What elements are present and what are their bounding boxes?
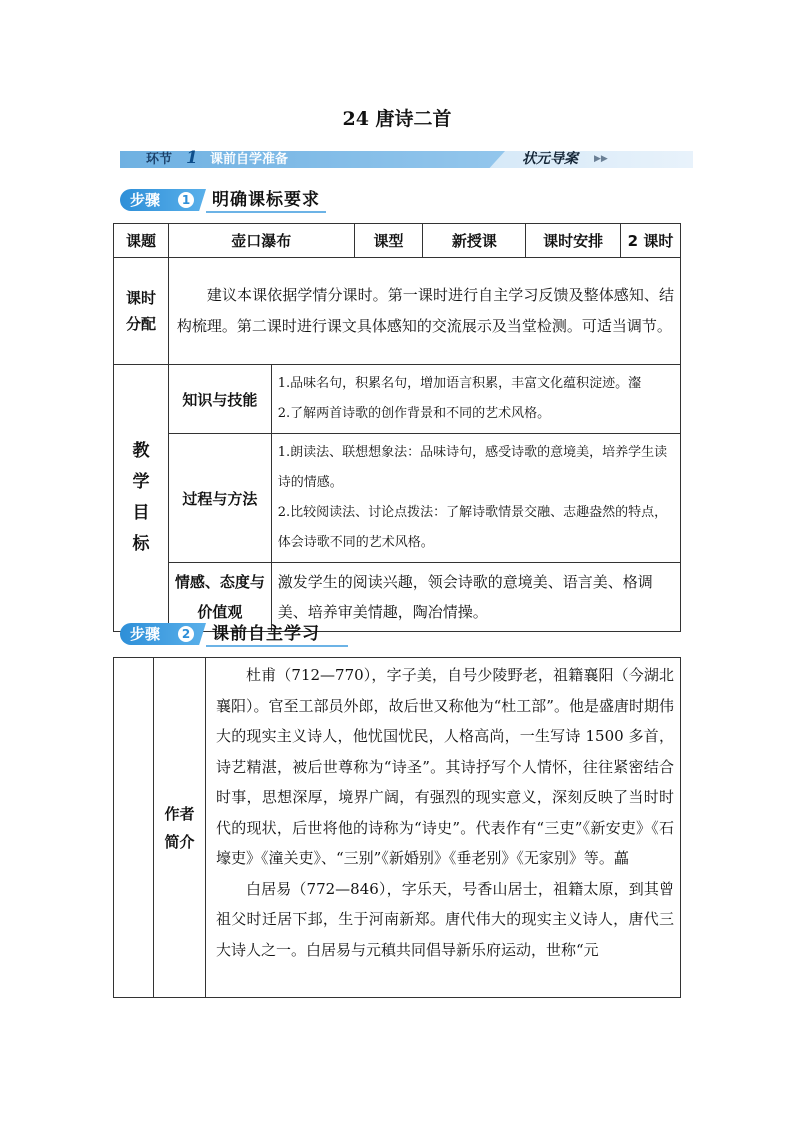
- step-label: 步骤: [130, 191, 161, 209]
- blank-cell: [114, 658, 154, 998]
- cell-type-value: 新授课: [423, 224, 526, 258]
- goals-label-char: 学: [132, 472, 150, 492]
- cell-type-label: 课型: [354, 224, 423, 258]
- banner-left-band: [120, 151, 505, 168]
- author-paragraph-dufu: 杜甫（712—770），字子美，自号少陵野老，祖籍襄阳（今湖北襄阳）。官至工部员外郎，故后世又称他为“杜工部”。他是盛唐时期伟大的现实主义诗人，他忧国忧民，人格高尚，一生写诗 1500 多首，诗艺精湛，被后世尊称为“诗圣”。其诗抒写个人情怀，往往紧密结合时事，思想深厚，境界广阔，有强烈的现实意义，深刻反映了当时时代的现状，后世将他的诗称为“诗史”。代表作有“三吏”《新安吏》《石壕吏》《潼关吏》、“三别”《新婚别》《垂老别》《无家别》等。藟: [216, 666, 674, 867]
- goals-label-char: 教: [132, 441, 150, 461]
- period-label-line2: 分配: [125, 315, 156, 333]
- table-row: [114, 224, 681, 258]
- cell-goals-label: [114, 365, 169, 632]
- cell-hours-value: 2 课时: [621, 224, 681, 258]
- step-1-header: [120, 189, 380, 211]
- step-2-header: [120, 623, 380, 645]
- cell-hours-label: 课时安排: [526, 224, 621, 258]
- cell-topic-value: 壶口瀑布: [168, 224, 354, 258]
- goal3-name-line2: 价值观: [197, 603, 243, 621]
- page-title: 24 唐诗二首: [342, 108, 452, 130]
- goal3-name-line1: 情感、态度与: [174, 573, 265, 591]
- step-underline: [206, 211, 326, 213]
- period-label-line1: 课时: [125, 289, 156, 307]
- cell-goal1-text: [271, 365, 680, 434]
- table-row: [114, 258, 681, 365]
- author-intro-table: [113, 657, 681, 998]
- cell-topic-label: 课题: [114, 224, 169, 258]
- banner-section-title: 课前自学准备: [210, 152, 289, 167]
- cell-goal3-name: [168, 563, 271, 632]
- goals-label-char: 标: [132, 534, 150, 554]
- table-row: [114, 658, 681, 998]
- goal1-line: 2.了解两首诗歌的创作背景和不同的艺术风格。: [277, 406, 551, 421]
- goal2-line: 1.朗读法、联想想象法：品味诗句，感受诗歌的意境美，培养学生读诗的情感。: [277, 445, 668, 490]
- step-number: 2: [178, 626, 194, 642]
- course-info-table: [113, 223, 681, 632]
- table-row: [114, 365, 681, 434]
- cell-goal1-name: 知识与技能: [168, 365, 271, 434]
- banner-section-label: 环节: [146, 152, 173, 167]
- table-row: [114, 563, 681, 632]
- section-banner: [120, 148, 693, 168]
- cell-goal2-name: 过程与方法: [168, 434, 271, 563]
- goal2-line: 2.比较阅读法、讨论点拨法：了解诗歌情景交融、志趣盎然的特点，体会诗歌不同的艺术风格。: [277, 505, 668, 550]
- cell-author-label: [154, 658, 206, 998]
- cell-goal3-text: 激发学生的阅读兴趣，领会诗歌的意境美、语言美、格调美、培养审美情趣，陶冶情操。: [271, 563, 680, 632]
- cell-goal2-text: [271, 434, 680, 563]
- goal1-line: 1.品味名句，积累名句，增加语言积累，丰富文化蕴积淀迹。瀣: [277, 376, 642, 391]
- double-arrow-icon: ▶▶: [594, 154, 608, 164]
- author-label-line1: 作者: [164, 804, 195, 823]
- cell-author-text: [206, 658, 681, 998]
- step-heading: 明确课标要求: [212, 190, 320, 210]
- banner-section-number: 1: [186, 148, 198, 168]
- goals-label-char: 目: [132, 503, 150, 523]
- cell-period-label: [114, 258, 169, 365]
- step-label: 步骤: [130, 625, 161, 643]
- author-label-line2: 简介: [164, 832, 195, 851]
- step-underline: [206, 645, 348, 647]
- step-number: 1: [178, 192, 194, 208]
- cell-period-text: 建议本课依据学情分课时。第一课时进行自主学习反馈及整体感知、结构梳理。第二课时进行课文具体感知的交流展示及当堂检测。可适当调节。: [168, 258, 680, 365]
- banner-brand: 状元导案: [522, 151, 578, 167]
- author-paragraph-baijuyi: 白居易（772—846），字乐天，号香山居士，祖籍太原，到其曾祖父时迁居下邽，生于河南新郑。唐代伟大的现实主义诗人，唐代三大诗人之一。白居易与元稹共同倡导新乐府运动，世称“元: [216, 879, 674, 959]
- step-heading: 课前自主学习: [212, 624, 320, 644]
- table-row: [114, 434, 681, 563]
